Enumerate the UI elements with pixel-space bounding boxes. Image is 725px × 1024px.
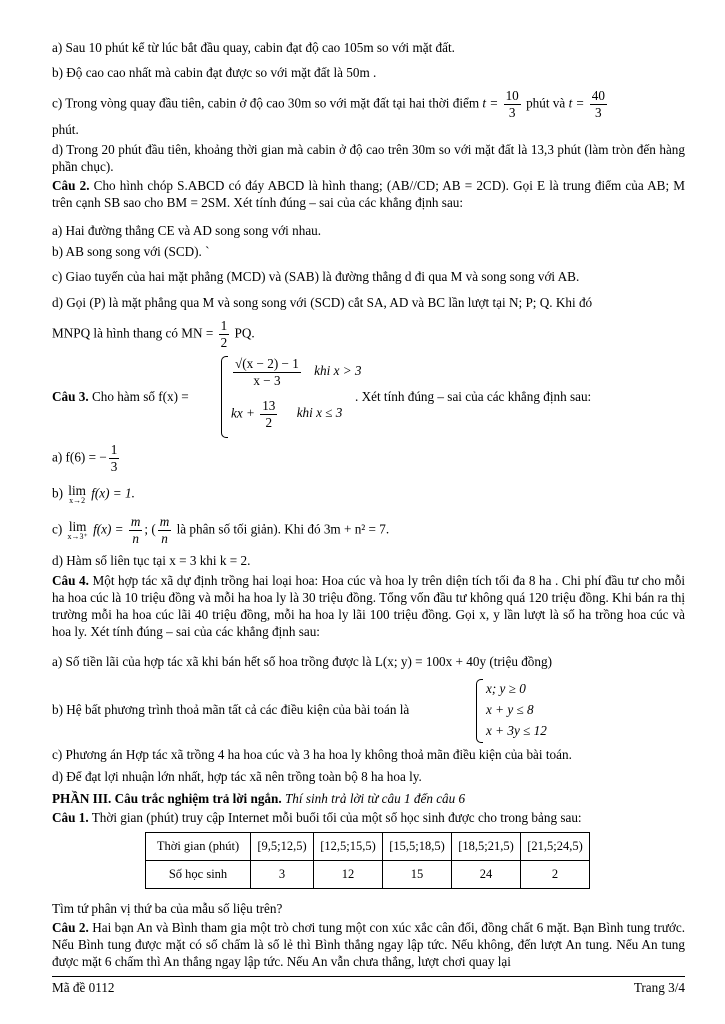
table-cell: [18,5;21,5) [452, 833, 521, 861]
q4-item-d: d) Để đạt lợi nhuận lớn nhất, hợp tác xã nên trồng toàn bộ 8 ha hoa ly. [52, 769, 422, 784]
q2-title: Câu 2. [52, 178, 90, 193]
q3-case2-num: 13 [262, 398, 276, 413]
table-cell: 2 [521, 861, 590, 889]
frequency-table [145, 832, 590, 889]
part3-q1 [52, 809, 685, 826]
q4-system-row3: x + 3y ≤ 12 [486, 723, 547, 738]
q1-item-b: b) Độ cao cao nhất mà cabin đạt được so với mặt đất là 50m . [52, 65, 377, 80]
q4-item-a: a) Số tiền lãi của hợp tác xã khi bán hết số hoa trồng được là L(x; y) = 100x + 40y (triệu đồng) [52, 654, 552, 669]
q3-a-frac-den: 3 [110, 458, 118, 474]
table-cell: 3 [251, 861, 314, 889]
part3-q2-title: Câu 2. [52, 920, 89, 935]
table-row [146, 861, 590, 889]
q2-item-a: a) Hai đường thẳng CE và AD song song với nhau. [52, 223, 322, 238]
q3-a-text: a) f(6) = − [52, 449, 107, 465]
table-cell: 15 [383, 861, 452, 889]
table-header-time: Thời gian (phút) [146, 833, 251, 861]
q3-a-frac-num: 1 [110, 442, 118, 457]
q3-tail: . Xét tính đúng – sai của các khẳng định sau: [355, 389, 592, 404]
q4-system-row2: x + y ≤ 8 [486, 702, 534, 717]
q1-c-t1: t = [482, 95, 499, 111]
q4-item-c: c) Phương án Hợp tác xã trồng 4 ha hoa cúc và 3 ha hoa ly không thoả mãn điều kiện của bài toán. [52, 747, 572, 762]
q4-system-brace [476, 679, 483, 743]
table-row [146, 833, 590, 861]
q3-c-expr: f(x) = [93, 521, 124, 537]
q2-item-b: b) AB song song với (SCD). ` [52, 244, 210, 259]
q2-intro [52, 177, 685, 211]
q3-c-end: là phân số tối giản). Khi đó 3m + n² = 7. [176, 521, 390, 537]
q3-c-frac [129, 514, 143, 547]
q3-b-lim [68, 484, 86, 505]
q1-c-frac2-den: 3 [595, 104, 602, 120]
q2-d-end: PQ. [234, 325, 255, 341]
q4-intro [52, 572, 685, 641]
q3-case1-cond: khi x > 3 [314, 363, 362, 379]
part3-heading [52, 790, 685, 807]
table-cell: [9,5;12,5) [251, 833, 314, 861]
q3-b-expr: f(x) = 1. [91, 485, 135, 501]
q3-b-lim-sub: x→2 [69, 496, 86, 506]
q1-c-t2: t = [568, 95, 585, 111]
table-cell: 24 [452, 861, 521, 889]
q2-item-d: d) Gọi (P) là mặt phẳng qua M và song song với (SCD) cắt SA, AD và BC lần lượt tại N; P; Q. Khi đó [52, 295, 593, 310]
q3-lead-text: Cho hàm số f(x) = [91, 389, 189, 404]
part3-q2-text: Hai bạn An và Bình tham gia một trò chơi tung một con xúc xắc cân đối, đồng chất 6 mặt. Bạn Bình tung trước. Nếu Bình tung được mặt có số chấm là số lẻ thì Bình thắng ngay lập tức. Nếu không, đến lượt An tung. Nếu An tung được mặt 6 chấm thì An thắng ngay lập tức. Nếu An vẫn chưa thắng, lượt chơi quay lại [52, 920, 685, 970]
q2-intro-text: Cho hình chóp S.ABCD có đáy ABCD là hình thang; (AB//CD; AB = 2CD). Gọi E là trung điểm của AB; M trên cạnh SB sao cho BM = 2SM. Xét tính đúng – sai của các khẳng định sau: [52, 178, 686, 211]
q3-item-a [52, 442, 685, 475]
part3-q2 [52, 919, 685, 970]
q3-item-b [52, 484, 685, 505]
q4-system [486, 678, 547, 741]
table-cell: [15,5;18,5) [383, 833, 452, 861]
q3-c-frac2-den: n [161, 530, 168, 546]
page-footer [52, 976, 685, 996]
q3-case2-frac [260, 398, 277, 431]
q3-c-lead: c) [52, 521, 63, 537]
q4-intro-text: Một hợp tác xã dự định trồng hai loại hoa: Hoa cúc và hoa ly trên diện tích tối đa 8 ha . Chi phí đầu tư cho mỗi ha hoa cúc là 10 triệu đồng và mỗi ha hoa ly là 30 triệu đồng. Tổng vốn đầu tư không quá 120 triệu đồng. Khi bán ra thị trường mỗi ha hoa cúc lãi 40 triệu đồng, mỗi ha hoa ly lãi 100 triệu đồng. Gọi x, y lần lượt là số ha trồng hoa cúc và hoa ly. Xét tính đúng – sai của các khẳng định sau: [52, 573, 686, 640]
q3-case1-frac [233, 356, 301, 389]
q3-item-c [52, 514, 685, 547]
q3-case1-den: x − 3 [253, 372, 281, 388]
q1-c-frac2 [590, 88, 607, 121]
q1-item-a: a) Sau 10 phút kể từ lúc bắt đầu quay, cabin đạt độ cao 105m so với mặt đất. [52, 40, 455, 55]
q3-c-frac2-num: m [159, 514, 170, 529]
q2-d-frac-den: 2 [220, 334, 228, 350]
q4-system-row1: x; y ≥ 0 [486, 681, 526, 696]
exam-code: Mã đề 0112 [52, 980, 115, 995]
q3-c-lim [68, 520, 88, 541]
q4-item-b: b) Hệ bất phương trình thoả mãn tất cả các điều kiện của bài toán là [52, 702, 410, 717]
q2-item-d-cont [52, 318, 685, 351]
part3-q1-ask: Tìm tứ phân vị thứ ba của mẫu số liệu trên? [52, 901, 283, 916]
table-cell: 12 [314, 861, 383, 889]
q1-c-mid: phút và [526, 95, 566, 111]
q3-c-mid: ; ( [144, 521, 156, 537]
q3-brace [221, 356, 228, 438]
q3-c-frac-num: m [130, 514, 141, 529]
q3-case2-den: 2 [265, 414, 273, 430]
table-cell: [21,5;24,5) [521, 833, 590, 861]
q1-c-frac1 [504, 88, 521, 121]
q1-item-c [52, 88, 685, 121]
table-cell: [12,5;15,5) [314, 833, 383, 861]
part3-title: PHẦN III. Câu trắc nghiệm trả lời ngắn. [52, 791, 282, 806]
q3-case2-expr: kx + [231, 405, 255, 421]
q3-b-lead: b) [52, 485, 63, 501]
q3-case1-num: √(x − 2) − 1 [235, 356, 299, 371]
q1-item-c-end: phút. [52, 122, 79, 137]
q1-c-frac1-den: 3 [508, 104, 516, 120]
q3-a-frac [109, 442, 120, 475]
q2-d-frac-num: 1 [220, 318, 228, 333]
q3-case2 [231, 398, 342, 431]
part3-q1-text: Thời gian (phút) truy cập Internet mỗi buổi tối của một số học sinh được cho trong bảng sau: [91, 810, 582, 825]
q4-title: Câu 4. [52, 573, 89, 588]
q2-item-c: c) Giao tuyến của hai mặt phẳng (MCD) và (SAB) là đường thẳng d đi qua M và song song với AB. [52, 269, 580, 284]
q1-item-c-text: c) Trong vòng quay đầu tiên, cabin ở độ cao 30m so với mặt đất tại hai thời điểm [52, 95, 480, 111]
q1-item-d: d) Trong 20 phút đầu tiên, khoảng thời gian mà cabin ở độ cao trên 30m so với mặt đất là 13,3 phút (làm tròn đến hàng phần chục). [52, 142, 685, 175]
part3-note: Thí sinh trả lời từ câu 1 đến câu 6 [284, 791, 466, 806]
q3-c-frac-den: n [132, 530, 139, 546]
q3-c-lim-sub: x→3⁺ [67, 531, 88, 541]
table-header-students: Số học sinh [146, 861, 251, 889]
q1-c-frac2-num: 40 [591, 88, 605, 103]
q2-d-text: MNPQ là hình thang có MN = [52, 325, 214, 341]
page-number: Trang 3/4 [633, 980, 685, 995]
q3-b-lim-word: lim [68, 483, 86, 498]
part3-q1-title: Câu 1. [52, 810, 89, 825]
q1-c-frac1-num: 10 [505, 88, 519, 103]
q3-title: Câu 3. [52, 389, 89, 404]
q3-case2-cond: khi x ≤ 3 [296, 405, 343, 421]
q3-case1 [231, 356, 362, 389]
q3-c-frac2 [158, 514, 172, 547]
q3-c-lim-word: lim [68, 518, 87, 534]
q2-d-frac [219, 318, 230, 351]
q3-item-d: d) Hàm số liên tục tại x = 3 khi k = 2. [52, 553, 251, 568]
